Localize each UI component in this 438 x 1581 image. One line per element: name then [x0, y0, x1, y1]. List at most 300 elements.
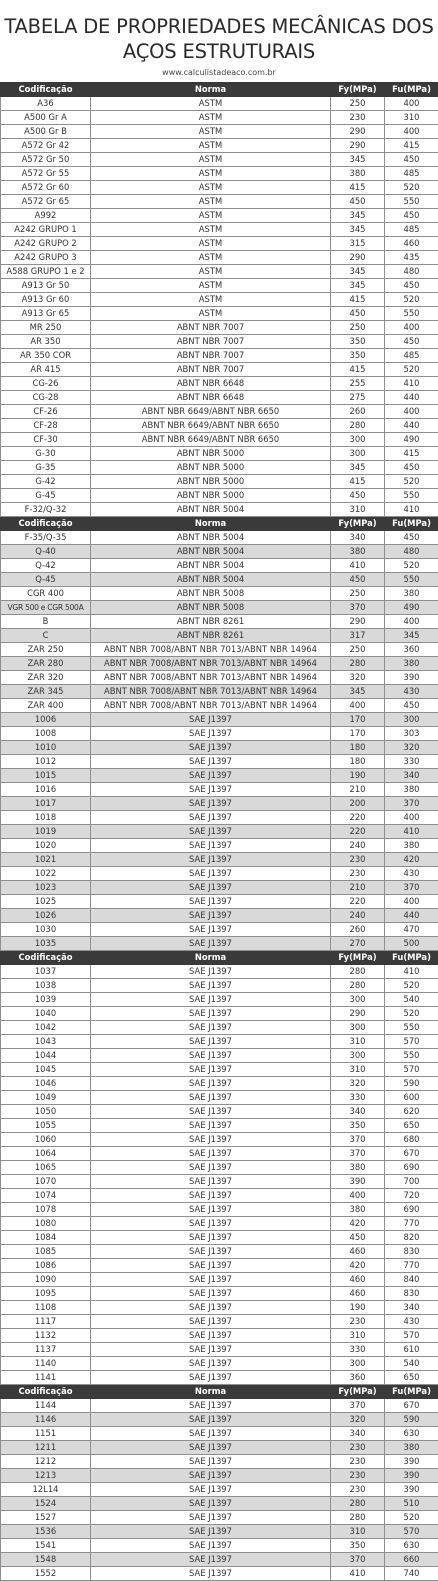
fu-cell: 490	[385, 601, 438, 615]
code-cell: 1018	[1, 811, 91, 825]
norma-cell: SAE J1397	[91, 1427, 331, 1441]
fu-cell: 620	[385, 1105, 438, 1119]
column-header-fu: Fu(MPa)	[385, 83, 438, 97]
fy-cell: 420	[331, 1259, 385, 1273]
fy-cell: 275	[331, 391, 385, 405]
fu-cell: 410	[385, 825, 438, 839]
table-row	[1, 335, 438, 349]
table-row	[1, 1007, 438, 1021]
table-row	[1, 1091, 438, 1105]
fu-cell: 430	[385, 867, 438, 881]
column-header-code: Codificação	[1, 951, 91, 965]
fu-cell: 770	[385, 1217, 438, 1231]
norma-cell: ASTM	[91, 223, 331, 237]
fu-cell: 410	[385, 377, 438, 391]
fu-cell: 550	[385, 195, 438, 209]
fy-cell: 400	[331, 1189, 385, 1203]
table-row	[1, 363, 438, 377]
code-cell: 1086	[1, 1259, 91, 1273]
table-row	[1, 1567, 438, 1581]
norma-cell: SAE J1397	[91, 1175, 331, 1189]
table-row	[1, 475, 438, 489]
fy-cell: 280	[331, 965, 385, 979]
code-cell: A572 Gr 50	[1, 153, 91, 167]
code-cell: CGR 400	[1, 587, 91, 601]
fy-cell: 400	[331, 699, 385, 713]
norma-cell: ASTM	[91, 293, 331, 307]
fy-cell: 280	[331, 1497, 385, 1511]
table-row	[1, 559, 438, 573]
code-cell: 1144	[1, 1399, 91, 1413]
table-row	[1, 797, 438, 811]
fy-cell: 220	[331, 811, 385, 825]
code-cell: F-35/Q-35	[1, 531, 91, 545]
table-row	[1, 1161, 438, 1175]
code-cell: ZAR 250	[1, 643, 91, 657]
norma-cell: SAE J1397	[91, 1035, 331, 1049]
fy-cell: 230	[331, 1315, 385, 1329]
code-cell: 1117	[1, 1315, 91, 1329]
fu-cell: 840	[385, 1273, 438, 1287]
code-cell: 1035	[1, 937, 91, 951]
fy-cell: 420	[331, 1217, 385, 1231]
fy-cell: 345	[331, 209, 385, 223]
fu-cell: 400	[385, 97, 438, 111]
code-cell: AR 350 COR	[1, 349, 91, 363]
fu-cell: 450	[385, 461, 438, 475]
table-row	[1, 237, 438, 251]
norma-cell: SAE J1397	[91, 1105, 331, 1119]
fu-cell: 320	[385, 741, 438, 755]
fu-cell: 370	[385, 881, 438, 895]
norma-cell: ABNT NBR 6648	[91, 377, 331, 391]
fy-cell: 250	[331, 321, 385, 335]
norma-cell: SAE J1397	[91, 1343, 331, 1357]
table-row	[1, 615, 438, 629]
norma-cell: SAE J1397	[91, 881, 331, 895]
table-row	[1, 153, 438, 167]
fu-cell: 380	[385, 587, 438, 601]
code-cell: 1022	[1, 867, 91, 881]
code-cell: AR 350	[1, 335, 91, 349]
norma-cell: SAE J1397	[91, 1091, 331, 1105]
table-row	[1, 1525, 438, 1539]
norma-cell: SAE J1397	[91, 1497, 331, 1511]
fy-cell: 460	[331, 1245, 385, 1259]
norma-cell: SAE J1397	[91, 1483, 331, 1497]
fu-cell: 630	[385, 1427, 438, 1441]
fu-cell: 590	[385, 1413, 438, 1427]
norma-cell: SAE J1397	[91, 1455, 331, 1469]
code-cell: 1045	[1, 1063, 91, 1077]
norma-cell: ASTM	[91, 251, 331, 265]
table-row	[1, 1231, 438, 1245]
table-row	[1, 657, 438, 671]
fu-cell: 450	[385, 153, 438, 167]
norma-cell: ABNT NBR 5004	[91, 531, 331, 545]
fu-cell: 590	[385, 1077, 438, 1091]
fy-cell: 350	[331, 1539, 385, 1553]
table-row	[1, 1455, 438, 1469]
fy-cell: 240	[331, 909, 385, 923]
fu-cell: 650	[385, 1119, 438, 1133]
code-cell: 1536	[1, 1525, 91, 1539]
fy-cell: 170	[331, 727, 385, 741]
code-cell: CG-26	[1, 377, 91, 391]
norma-cell: ABNT NBR 7008/ABNT NBR 7013/ABNT NBR 14964	[91, 685, 331, 699]
table-row	[1, 447, 438, 461]
fu-cell: 520	[385, 979, 438, 993]
norma-cell: ASTM	[91, 307, 331, 321]
code-cell: 1548	[1, 1553, 91, 1567]
norma-cell: ABNT NBR 7008/ABNT NBR 7013/ABNT NBR 14964	[91, 657, 331, 671]
table-row	[1, 713, 438, 727]
table-row	[1, 979, 438, 993]
norma-cell: ASTM	[91, 265, 331, 279]
norma-cell: ABNT NBR 5008	[91, 587, 331, 601]
fu-cell: 460	[385, 237, 438, 251]
code-cell: G-35	[1, 461, 91, 475]
code-cell: A36	[1, 97, 91, 111]
table-row	[1, 461, 438, 475]
fu-cell: 450	[385, 209, 438, 223]
norma-cell: ABNT NBR 5008	[91, 601, 331, 615]
fu-cell: 450	[385, 531, 438, 545]
fu-cell: 570	[385, 1063, 438, 1077]
fy-cell: 370	[331, 1399, 385, 1413]
code-cell: 1008	[1, 727, 91, 741]
fy-cell: 345	[331, 265, 385, 279]
norma-cell: SAE J1397	[91, 1539, 331, 1553]
fy-cell: 350	[331, 335, 385, 349]
fu-cell: 390	[385, 1469, 438, 1483]
table-row	[1, 545, 438, 559]
code-cell: AR 415	[1, 363, 91, 377]
fu-cell: 400	[385, 811, 438, 825]
code-cell: ZAR 400	[1, 699, 91, 713]
fy-cell: 345	[331, 461, 385, 475]
fu-cell: 500	[385, 937, 438, 951]
code-cell: 1049	[1, 1091, 91, 1105]
norma-cell: ABNT NBR 6649/ABNT NBR 6650	[91, 433, 331, 447]
code-cell: 1043	[1, 1035, 91, 1049]
fu-cell: 470	[385, 923, 438, 937]
fy-cell: 310	[331, 1035, 385, 1049]
fy-cell: 280	[331, 419, 385, 433]
norma-cell: SAE J1397	[91, 1049, 331, 1063]
fy-cell: 380	[331, 545, 385, 559]
norma-cell: SAE J1397	[91, 1231, 331, 1245]
table-row	[1, 503, 438, 517]
code-cell: 1042	[1, 1021, 91, 1035]
column-header-fu: Fu(MPa)	[385, 517, 438, 531]
norma-cell: SAE J1397	[91, 1273, 331, 1287]
fu-cell: 450	[385, 699, 438, 713]
norma-cell: ABNT NBR 6649/ABNT NBR 6650	[91, 419, 331, 433]
fy-cell: 230	[331, 1455, 385, 1469]
fy-cell: 290	[331, 125, 385, 139]
code-cell: 1030	[1, 923, 91, 937]
norma-cell: ASTM	[91, 167, 331, 181]
fy-cell: 230	[331, 1469, 385, 1483]
column-header-norma: Norma	[91, 951, 331, 965]
fy-cell: 310	[331, 503, 385, 517]
fu-cell: 630	[385, 1539, 438, 1553]
fy-cell: 260	[331, 405, 385, 419]
table-row	[1, 1049, 438, 1063]
fy-cell: 230	[331, 111, 385, 125]
table-row	[1, 1105, 438, 1119]
norma-cell: SAE J1397	[91, 741, 331, 755]
table-row	[1, 993, 438, 1007]
fy-cell: 410	[331, 1567, 385, 1581]
code-cell: 1021	[1, 853, 91, 867]
fy-cell: 270	[331, 937, 385, 951]
norma-cell: ASTM	[91, 111, 331, 125]
fy-cell: 300	[331, 447, 385, 461]
fy-cell: 370	[331, 601, 385, 615]
norma-cell: SAE J1397	[91, 965, 331, 979]
fy-cell: 350	[331, 349, 385, 363]
fy-cell: 320	[331, 1077, 385, 1091]
fu-cell: 520	[385, 293, 438, 307]
fy-cell: 340	[331, 1105, 385, 1119]
norma-cell: SAE J1397	[91, 797, 331, 811]
norma-cell: ABNT NBR 5004	[91, 545, 331, 559]
table-row	[1, 1553, 438, 1567]
fu-cell: 390	[385, 671, 438, 685]
norma-cell: SAE J1397	[91, 1315, 331, 1329]
table-row	[1, 391, 438, 405]
code-cell: Q-42	[1, 559, 91, 573]
code-cell: 1050	[1, 1105, 91, 1119]
table-row	[1, 1287, 438, 1301]
table-row	[1, 741, 438, 755]
norma-cell: ASTM	[91, 97, 331, 111]
column-header-norma: Norma	[91, 83, 331, 97]
table-row	[1, 181, 438, 195]
code-cell: 1137	[1, 1343, 91, 1357]
fu-cell: 435	[385, 251, 438, 265]
fu-cell: 490	[385, 433, 438, 447]
fu-cell: 690	[385, 1203, 438, 1217]
code-cell: A572 Gr 42	[1, 139, 91, 153]
norma-cell: ABNT NBR 5000	[91, 475, 331, 489]
code-cell: B	[1, 615, 91, 629]
fy-cell: 310	[331, 1525, 385, 1539]
table-row	[1, 251, 438, 265]
table-row	[1, 923, 438, 937]
website-url: www.calculistadeaco.com.br	[0, 68, 438, 78]
table-row	[1, 587, 438, 601]
table-row	[1, 405, 438, 419]
fu-cell: 300	[385, 713, 438, 727]
fu-cell: 440	[385, 419, 438, 433]
norma-cell: SAE J1397	[91, 811, 331, 825]
code-cell: VGR 500 e CGR 500A	[1, 601, 91, 615]
column-header-code: Codificação	[1, 517, 91, 531]
table-row	[1, 643, 438, 657]
code-cell: 1019	[1, 825, 91, 839]
norma-cell: ASTM	[91, 181, 331, 195]
table-row	[1, 937, 438, 951]
table-row	[1, 531, 438, 545]
table-row	[1, 1175, 438, 1189]
table-row	[1, 1483, 438, 1497]
fu-cell: 390	[385, 1455, 438, 1469]
table-row	[1, 867, 438, 881]
fy-cell: 290	[331, 615, 385, 629]
table-row	[1, 853, 438, 867]
fu-cell: 430	[385, 1315, 438, 1329]
norma-cell: ABNT NBR 8261	[91, 615, 331, 629]
fu-cell: 440	[385, 391, 438, 405]
fy-cell: 450	[331, 573, 385, 587]
fy-cell: 300	[331, 433, 385, 447]
norma-cell: SAE J1397	[91, 1553, 331, 1567]
fu-cell: 520	[385, 1511, 438, 1525]
code-cell: CG-28	[1, 391, 91, 405]
code-cell: 1060	[1, 1133, 91, 1147]
table-row	[1, 1147, 438, 1161]
table-row	[1, 1133, 438, 1147]
code-cell: 1006	[1, 713, 91, 727]
fu-cell: 770	[385, 1259, 438, 1273]
fu-cell: 400	[385, 615, 438, 629]
column-header-norma: Norma	[91, 517, 331, 531]
norma-cell: SAE J1397	[91, 1413, 331, 1427]
column-header-fy: Fy(MPa)	[331, 1385, 385, 1399]
fy-cell: 250	[331, 643, 385, 657]
code-cell: A500 Gr B	[1, 125, 91, 139]
document-header	[0, 0, 438, 82]
fy-cell: 180	[331, 755, 385, 769]
fu-cell: 520	[385, 559, 438, 573]
norma-cell: SAE J1397	[91, 1511, 331, 1525]
fy-cell: 415	[331, 475, 385, 489]
fy-cell: 345	[331, 153, 385, 167]
norma-cell: SAE J1397	[91, 1287, 331, 1301]
code-cell: 1055	[1, 1119, 91, 1133]
code-cell: A572 Gr 55	[1, 167, 91, 181]
norma-cell: ABNT NBR 5004	[91, 503, 331, 517]
table-row	[1, 1119, 438, 1133]
table-row	[1, 839, 438, 853]
norma-cell: SAE J1397	[91, 1077, 331, 1091]
code-cell: G-42	[1, 475, 91, 489]
norma-cell: SAE J1397	[91, 867, 331, 881]
norma-cell: SAE J1397	[91, 923, 331, 937]
norma-cell: SAE J1397	[91, 1203, 331, 1217]
fy-cell: 415	[331, 293, 385, 307]
fu-cell: 680	[385, 1133, 438, 1147]
fy-cell: 350	[331, 1119, 385, 1133]
fy-cell: 320	[331, 1413, 385, 1427]
table-row	[1, 293, 438, 307]
table-row	[1, 1357, 438, 1371]
code-cell: 1151	[1, 1427, 91, 1441]
norma-cell: ABNT NBR 5004	[91, 559, 331, 573]
steel-properties-table	[0, 82, 438, 1581]
code-cell: A500 Gr A	[1, 111, 91, 125]
fy-cell: 315	[331, 237, 385, 251]
norma-cell: SAE J1397	[91, 1357, 331, 1371]
fu-cell: 410	[385, 503, 438, 517]
code-cell: A913 Gr 50	[1, 279, 91, 293]
code-cell: A242 GRUPO 1	[1, 223, 91, 237]
fu-cell: 450	[385, 335, 438, 349]
fy-cell: 280	[331, 657, 385, 671]
code-cell: A242 GRUPO 3	[1, 251, 91, 265]
fy-cell: 240	[331, 839, 385, 853]
fy-cell: 340	[331, 531, 385, 545]
table-row	[1, 125, 438, 139]
norma-cell: SAE J1397	[91, 713, 331, 727]
code-cell: A913 Gr 60	[1, 293, 91, 307]
fy-cell: 290	[331, 1007, 385, 1021]
fu-cell: 650	[385, 1371, 438, 1385]
code-cell: 1040	[1, 1007, 91, 1021]
table-row	[1, 1413, 438, 1427]
code-cell: 1025	[1, 895, 91, 909]
fy-cell: 320	[331, 671, 385, 685]
code-cell: MR 250	[1, 321, 91, 335]
code-cell: 1026	[1, 909, 91, 923]
fy-cell: 380	[331, 167, 385, 181]
code-cell: Q-40	[1, 545, 91, 559]
table-row	[1, 825, 438, 839]
fu-cell: 740	[385, 1567, 438, 1581]
table-row	[1, 685, 438, 699]
code-cell: 1023	[1, 881, 91, 895]
code-cell: ZAR 280	[1, 657, 91, 671]
fy-cell: 210	[331, 783, 385, 797]
fu-cell: 430	[385, 685, 438, 699]
norma-cell: SAE J1397	[91, 937, 331, 951]
code-cell: ZAR 320	[1, 671, 91, 685]
norma-cell: SAE J1397	[91, 1329, 331, 1343]
table-row	[1, 601, 438, 615]
table-row	[1, 1203, 438, 1217]
norma-cell: SAE J1397	[91, 1301, 331, 1315]
fy-cell: 345	[331, 685, 385, 699]
table-row	[1, 1329, 438, 1343]
table-row	[1, 769, 438, 783]
fy-cell: 310	[331, 1329, 385, 1343]
fu-cell: 415	[385, 447, 438, 461]
fu-cell: 520	[385, 363, 438, 377]
code-cell: A242 GRUPO 2	[1, 237, 91, 251]
fy-cell: 390	[331, 1175, 385, 1189]
table-row	[1, 965, 438, 979]
fy-cell: 220	[331, 895, 385, 909]
table-row	[1, 321, 438, 335]
table-row	[1, 811, 438, 825]
fu-cell: 400	[385, 405, 438, 419]
fu-cell: 400	[385, 125, 438, 139]
table-row	[1, 1343, 438, 1357]
fu-cell: 830	[385, 1287, 438, 1301]
fy-cell: 200	[331, 797, 385, 811]
norma-cell: SAE J1397	[91, 825, 331, 839]
norma-cell: SAE J1397	[91, 1147, 331, 1161]
fu-cell: 410	[385, 965, 438, 979]
code-cell: 1108	[1, 1301, 91, 1315]
code-cell: 1213	[1, 1469, 91, 1483]
column-header-fu: Fu(MPa)	[385, 1385, 438, 1399]
fu-cell: 550	[385, 1021, 438, 1035]
fy-cell: 300	[331, 1049, 385, 1063]
